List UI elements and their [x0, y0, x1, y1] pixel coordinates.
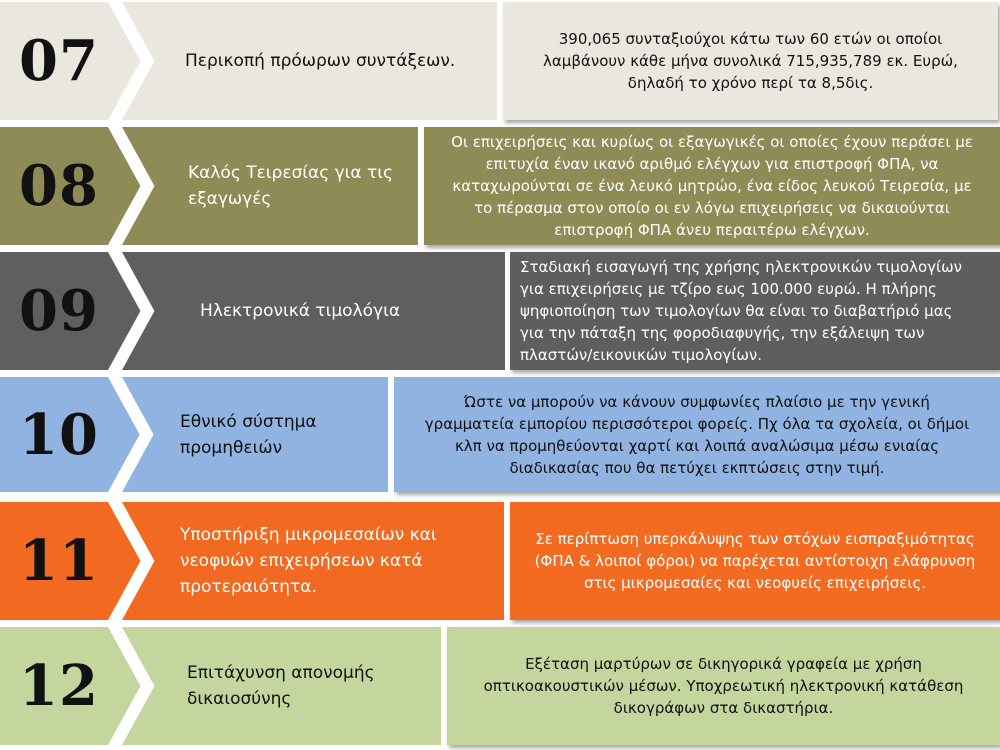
list-item [0, 502, 1000, 620]
item-number: 11 [19, 528, 99, 594]
item-number: 10 [19, 401, 99, 468]
item-detail: Εξέταση μαρτύρων σε δικηγορικά γραφεία με χρήση οπτικοακουστικών μέσων. Υποχρεωτική ηλεκτρονική κατάθεση δικογράφων στα δικαστήρια. [447, 627, 1000, 745]
item-detail: Σταδιακή εισαγωγή της χρήσης ηλεκτρονικών τιμολογίων για επιχειρήσεις με τζίρο εως 100.000 ευρώ. Η πλήρης ψηφιοποίηση των τιμολογίων θα είναι το διαβατήριό μας για την πάταξη της φοροδιαφυγής, την εξάλειψη των πλαστών/εικονικών τιμολογίων. [510, 252, 1000, 370]
item-detail: 390,065 συνταξιούχοι κάτω των 60 ετών οι οποίοι λαμβάνουν κάθε μήνα συνολικά 715,935,789 εκ. Ευρώ, δηλαδή το χρόνο περί τα 8,5δις. [503, 2, 998, 120]
item-detail: Ώστε να μπορούν να κάνουν συμφωνίες πλαίσιο με την γενική γραμματεία εμπορίου περισσότεροι φορείς. Πχ όλα τα σχολεία, οι δήμοι κλπ να προμηθεύονται χαρτί και λοιπά αναλώσιμα μέσω ενιαίας διαδικασίας που θα πετύχει εκπτώσεις στην τιμή. [394, 377, 1000, 492]
item-title: Καλός Τειρεσίας για τις εξαγωγές [188, 163, 394, 209]
item-title: Περικοπή πρόωρων συντάξεων. [185, 51, 456, 71]
item-detail: Σε περίπτωση υπερκάλυψης των στόχων εισπραξιμότητας (ΦΠΑ & λοιποί φόροι) να παρέχεται αντίστοιχη ελάφρυνση στις μικρομεσαίες και νεοφυείς επιχειρήσεις. [510, 502, 1000, 620]
list-item [0, 627, 1000, 745]
item-number: 09 [19, 278, 99, 344]
item-detail: Οι επιχειρήσεις και κυρίως οι εξαγωγικές οι οποίες έχουν περάσει με επιτυχία έναν ικανό αριθμό ελέγχων για επιστροφή ΦΠΑ, να καταχωρούνται σε ένα λευκό μητρώο, ένα είδος λευκού Τειρεσία, με το πέρασμα στον οποίο οι εν λόγω επιχειρήσεις να δικαιούνται επιστροφή ΦΠΑ άνευ περαιτέρω ελέγχων. [424, 127, 1000, 245]
item-title: Ηλεκτρονικά τιμολόγια [200, 301, 401, 321]
item-title: Υποστήριξη μικρομεσαίων και νεοφυών επιχειρήσεων κατά προτεραιότητα. [180, 525, 437, 597]
item-number: 08 [19, 153, 99, 219]
list-item [0, 252, 1000, 370]
list-item [0, 377, 1000, 492]
list-item [0, 127, 1000, 245]
item-number: 07 [19, 28, 99, 94]
list-item [0, 2, 1000, 120]
item-title: Εθνικό σύστημα προμηθειών [180, 411, 317, 458]
item-number: 12 [19, 653, 99, 719]
item-title: Επιτάχυνση απονομής δικαιοσύνης [187, 663, 375, 709]
